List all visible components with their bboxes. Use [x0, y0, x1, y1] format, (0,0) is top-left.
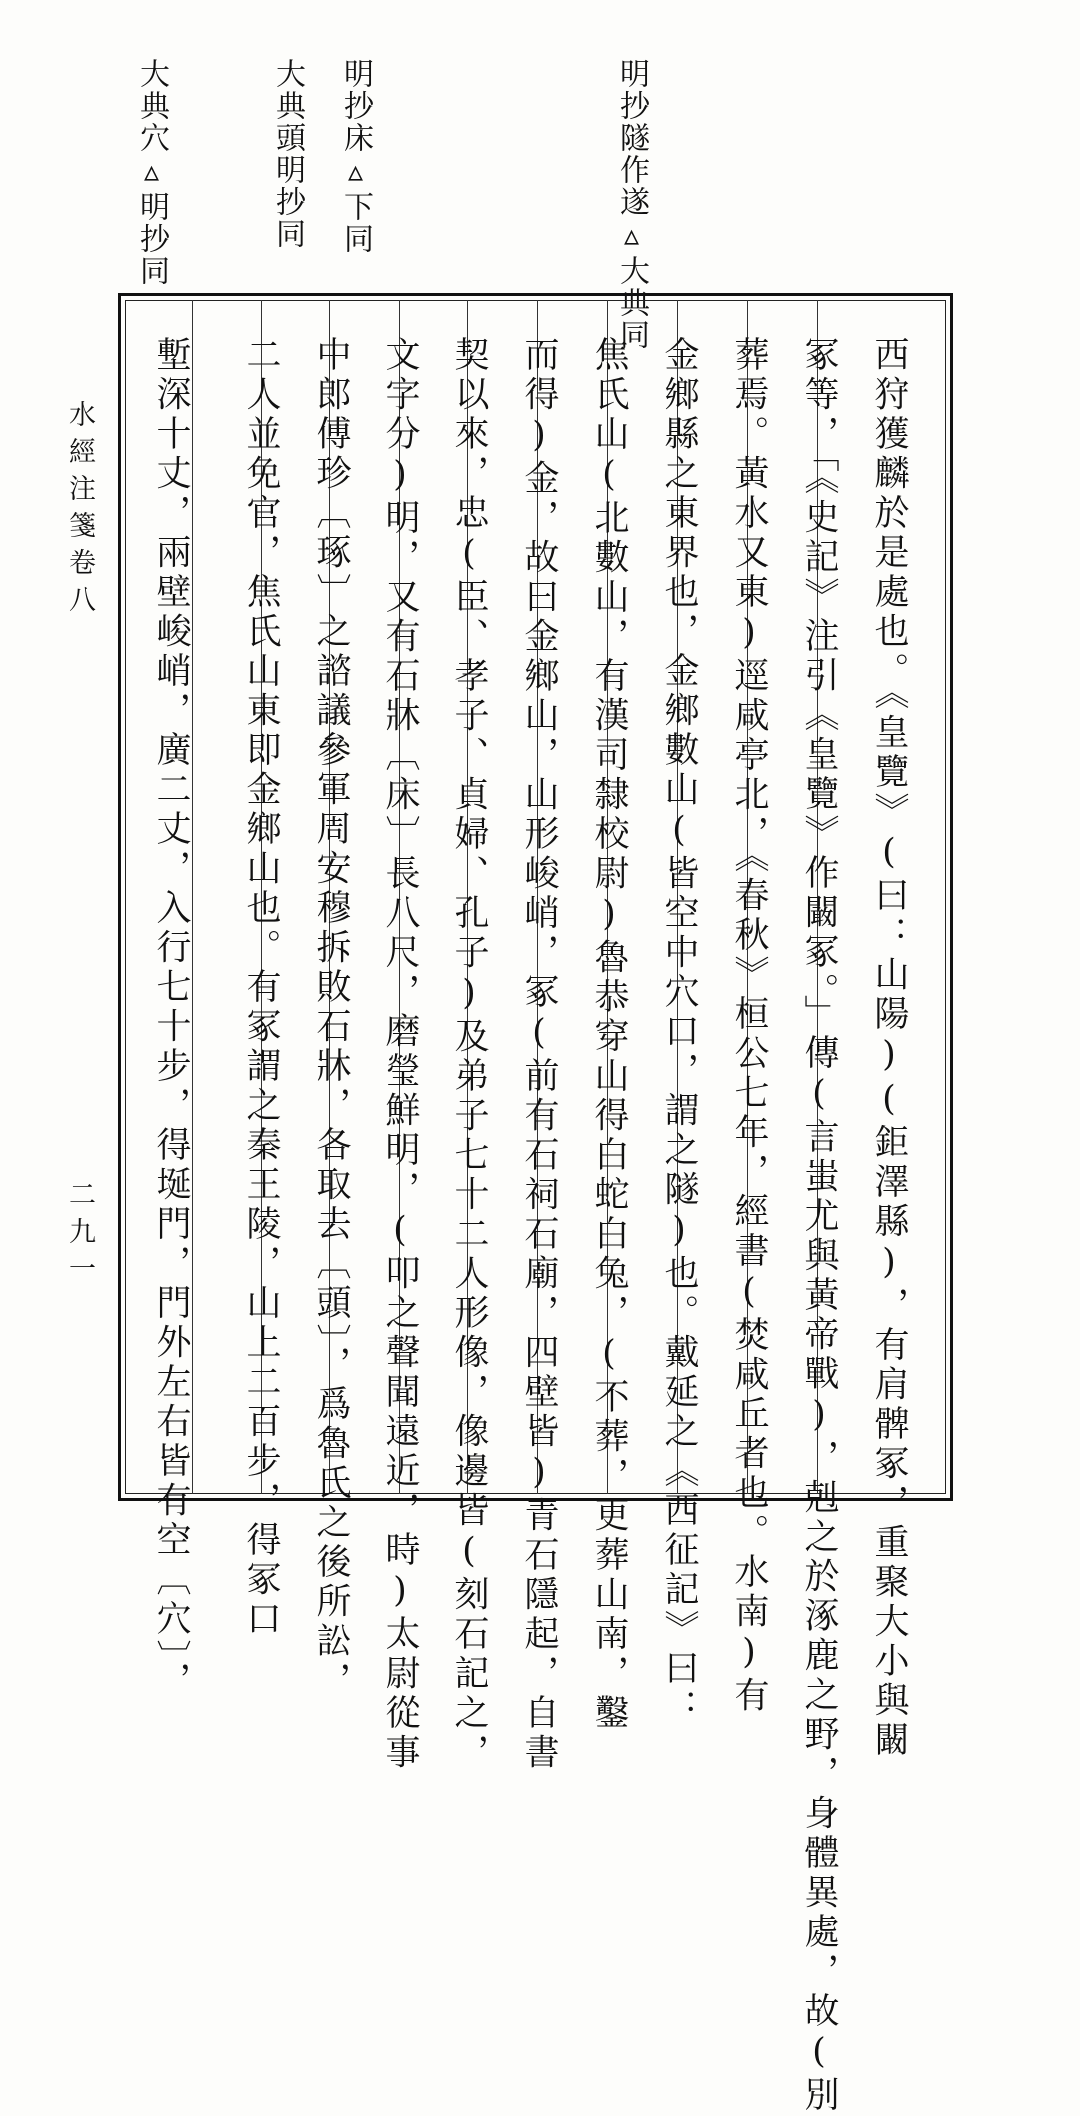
- book-title: 水經注箋卷八: [64, 400, 95, 622]
- text-column-8: 文字分)明，又有石牀〔床〕長八尺，磨瑩鮮明，(叩之聲聞遠近，時)太尉從事: [380, 336, 420, 1773]
- margin-note-3: 大典頭明抄同: [270, 58, 305, 250]
- margin-note-4: 大典穴▵明抄同: [134, 58, 169, 287]
- text-column-10: 二人並免官，焦氏山東即金鄉山也。有冢謂之秦王陵，山上二百步，得冢口: [241, 336, 281, 1640]
- page-number: 二九一: [64, 1180, 95, 1291]
- text-column-7: 契以來，忠(臣、孝子、貞婦、孔子)及弟子七十二人形像，像邊皆(刻石記之，: [449, 336, 489, 1773]
- text-column-5: 焦氏山(北數山，有漢司隸校尉)魯恭穿山得白蛇白兔，(不葬，更葬山南，鑿: [589, 336, 629, 1734]
- text-column-2: 冢等，「《史記》注引《皇覽》作闞冢。」傳(言蚩尤與黃帝戰)，剋之於涿鹿之野，身體異處，故(別: [799, 336, 839, 2116]
- text-column-4: 金鄉縣之東界也，金鄉數山(皆空中穴口，謂之隧)也。戴延之《西征記》曰：: [659, 336, 699, 1729]
- text-column-1: 西狩獲麟於是處也。《皇覽》(曰：山陽)(鉅澤縣)，有肩髀冢，重聚大小與闞: [869, 336, 909, 1761]
- text-column-3: 葬焉。黃水又東)逕咸亭北，《春秋》桓公七年，經書(焚咸丘者也。水南)有: [729, 336, 769, 1716]
- column-rule: [192, 300, 193, 1494]
- text-column-9: 中郎傅珍〔琢〕之諮議參軍周安穆拆敗石牀，各取去〔頭〕，爲魯氏之後所訟，: [311, 336, 351, 1701]
- text-column-11: 塹深十丈，兩壁峻峭，廣二丈，入行七十步，得埏門，門外左右皆有空〔穴〕，: [151, 336, 191, 1701]
- text-column-6: 而得)金，故曰金鄉山，山形峻峭，冢(前有石祠石廟，四壁皆)青石隱起，自書: [519, 336, 559, 1773]
- margin-note-1: 明抄隧作遂▵大典同: [614, 58, 649, 351]
- margin-note-2: 明抄床▵下同: [338, 58, 373, 255]
- text-frame: [118, 293, 953, 2116]
